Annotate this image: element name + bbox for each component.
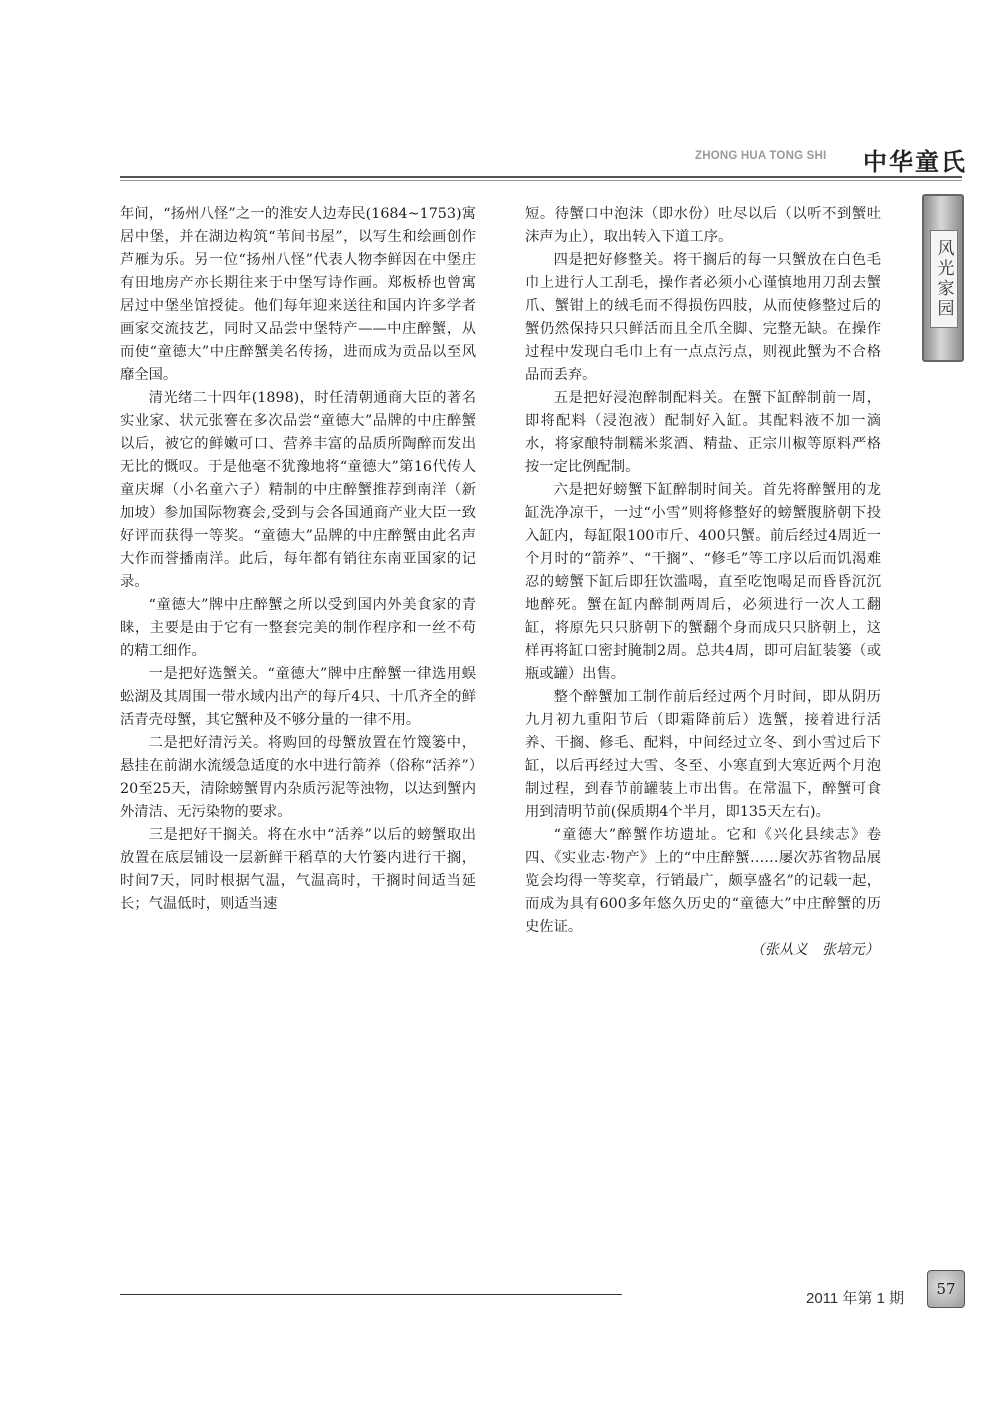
paragraph: 一是把好选蟹关。“童德大”牌中庄醉蟹一律选用蜈蚣湖及其周围一带水域内出产的每斤4只、十爪齐全的鲜活青壳母蟹，其它蟹种及不够分量的一律不用。 <box>120 666 476 728</box>
paragraph: 五是把好浸泡醉制配料关。在蟹下缸醉制前一周，即将配料（浸泡液）配制好入缸。其配料液不加一滴水，将家酿特制糯米浆酒、精盐、正宗川椒等原料严格按一定比例配制。 <box>525 390 881 475</box>
header-rule-thin <box>120 180 962 181</box>
section-label: 风光家园 <box>933 239 954 319</box>
magazine-title: 中华童氏 <box>863 148 967 176</box>
paragraph: 四是把好修整关。将干搁后的每一只蟹放在白色毛巾上进行人工刮毛，操作者必须小心谨慎地用刀刮去蟹爪、蟹钳上的绒毛而不得损伤四肢，从而使修整过后的蟹仍然保持只只鲜活而且全爪全脚、完整无缺。在操作过程中发现白毛巾上有一点点污点，则视此蟹为不合格品而丢弃。 <box>525 252 881 383</box>
paragraph: 清光绪二十四年(1898)，时任清朝通商大臣的著名实业家、状元张謇在多次品尝“童德大”品牌的中庄醉蟹以后，被它的鲜嫩可口、营养丰富的品质所陶醉而发出无比的慨叹。于是他毫不犹豫地将“童德大”第16代传人童庆墀（小名童六子）精制的中庄醉蟹推荐到南洋（新加坡）参加国际物赛会,受到与会各国通商产业大臣一致好评而获得一等奖。“童德大”品牌的中庄醉蟹由此名声大作而誉播南洋。此后，每年都有销往东南亚国家的记录。 <box>120 390 476 590</box>
paragraph: 年间，“扬州八怪”之一的淮安人边寿民(1684~1753)寓居中堡，并在湖边构筑“苇间书屋”，以写生和绘画创作芦雁为乐。另一位“扬州八怪”代表人物李鲜因在中堡庄有田地房产亦长期往来于中堡写诗作画。郑板桥也曾寓居过中堡坐馆授徒。他们每年迎来送往和国内许多学者画家交流技艺，同时又品尝中堡特产——中庄醉蟹，从而使“童德大”中庄醉蟹美名传扬，进而成为贡品以至风靡全国。 <box>120 206 476 383</box>
magazine-pinyin: ZHONG HUA TONG SHI <box>695 150 827 162</box>
paragraph: 三是把好干搁关。将在水中“活养”以后的螃蟹取出放置在底层铺设一层新鲜干稻草的大竹篓内进行干搁，时间7天，同时根据气温，气温高时，干搁时间适当延长；气温低时，则适当速 <box>120 827 476 912</box>
page-number: 57 <box>927 1270 965 1308</box>
paragraph: 整个醉蟹加工制作前后经过两个月时间，即从阴历九月初九重阳节后（即霜降前后）选蟹，接着进行活养、干搁、修毛、配料，中间经过立冬、到小雪过后下缸，以后再经过大雪、冬至、小寒直到大寒近两个月泡制过程，到春节前罐装上市出售。在常温下，醉蟹可食用到清明节前(保质期4个半月，即135天左右)。 <box>525 689 881 820</box>
paragraph: “童德大”醉蟹作坊遗址。它和《兴化县续志》卷四、《实业志·物产》上的“中庄醉蟹……屡次苏省物品展览会均得一等奖章，行销最广，颇享盛名”的记载一起，而成为具有600多年悠久历史的“童德大”中庄醉蟹的历史佐证。 <box>525 827 881 935</box>
section-banner-inner <box>930 230 958 328</box>
right-column <box>525 203 881 962</box>
header-rule <box>120 176 962 178</box>
paragraph: “童德大”牌中庄醉蟹之所以受到国内外美食家的青睐，主要是由于它有一整套完美的制作程序和一丝不苟的精工细作。 <box>120 597 476 659</box>
author-credit: （张从义 张培元） <box>750 942 879 958</box>
section-banner <box>922 194 964 362</box>
issue-label: 2011 年第 1 期 <box>806 1290 905 1307</box>
paragraph: 六是把好螃蟹下缸醉制时间关。首先将醉蟹用的龙缸洗净凉干，一过“小雪”则将修整好的螃蟹腹脐朝下投入缸内，每缸限100市斤、400只蟹。前后经过4周近一个月时的“箭养”、“干搁”、“修毛”等工序以后而饥渴难忍的螃蟹下缸后即狂饮滥喝，直至吃饱喝足而昏昏沉沉地醉死。蟹在缸内醉制两周后，必须进行一次人工翻缸，将原先只只脐朝下的蟹翻个身而成只只脐朝上，这样再将缸口密封腌制2周。总共4周，即可启缸装篓（或瓶或罐）出售。 <box>525 482 881 682</box>
footer-rule <box>120 1294 622 1295</box>
paragraph: 短。待蟹口中泡沫（即水份）吐尽以后（以听不到蟹吐沫声为止），取出转入下道工序。 <box>525 206 881 245</box>
paragraph: 二是把好清污关。将购回的母蟹放置在竹篾篓中，悬挂在前湖水流缓急适度的水中进行箭养（俗称“活养”）20至25天，清除螃蟹胃内杂质污泥等浊物，以达到蟹内外清洁、无污染物的要求。 <box>120 735 476 820</box>
left-column <box>120 203 476 916</box>
